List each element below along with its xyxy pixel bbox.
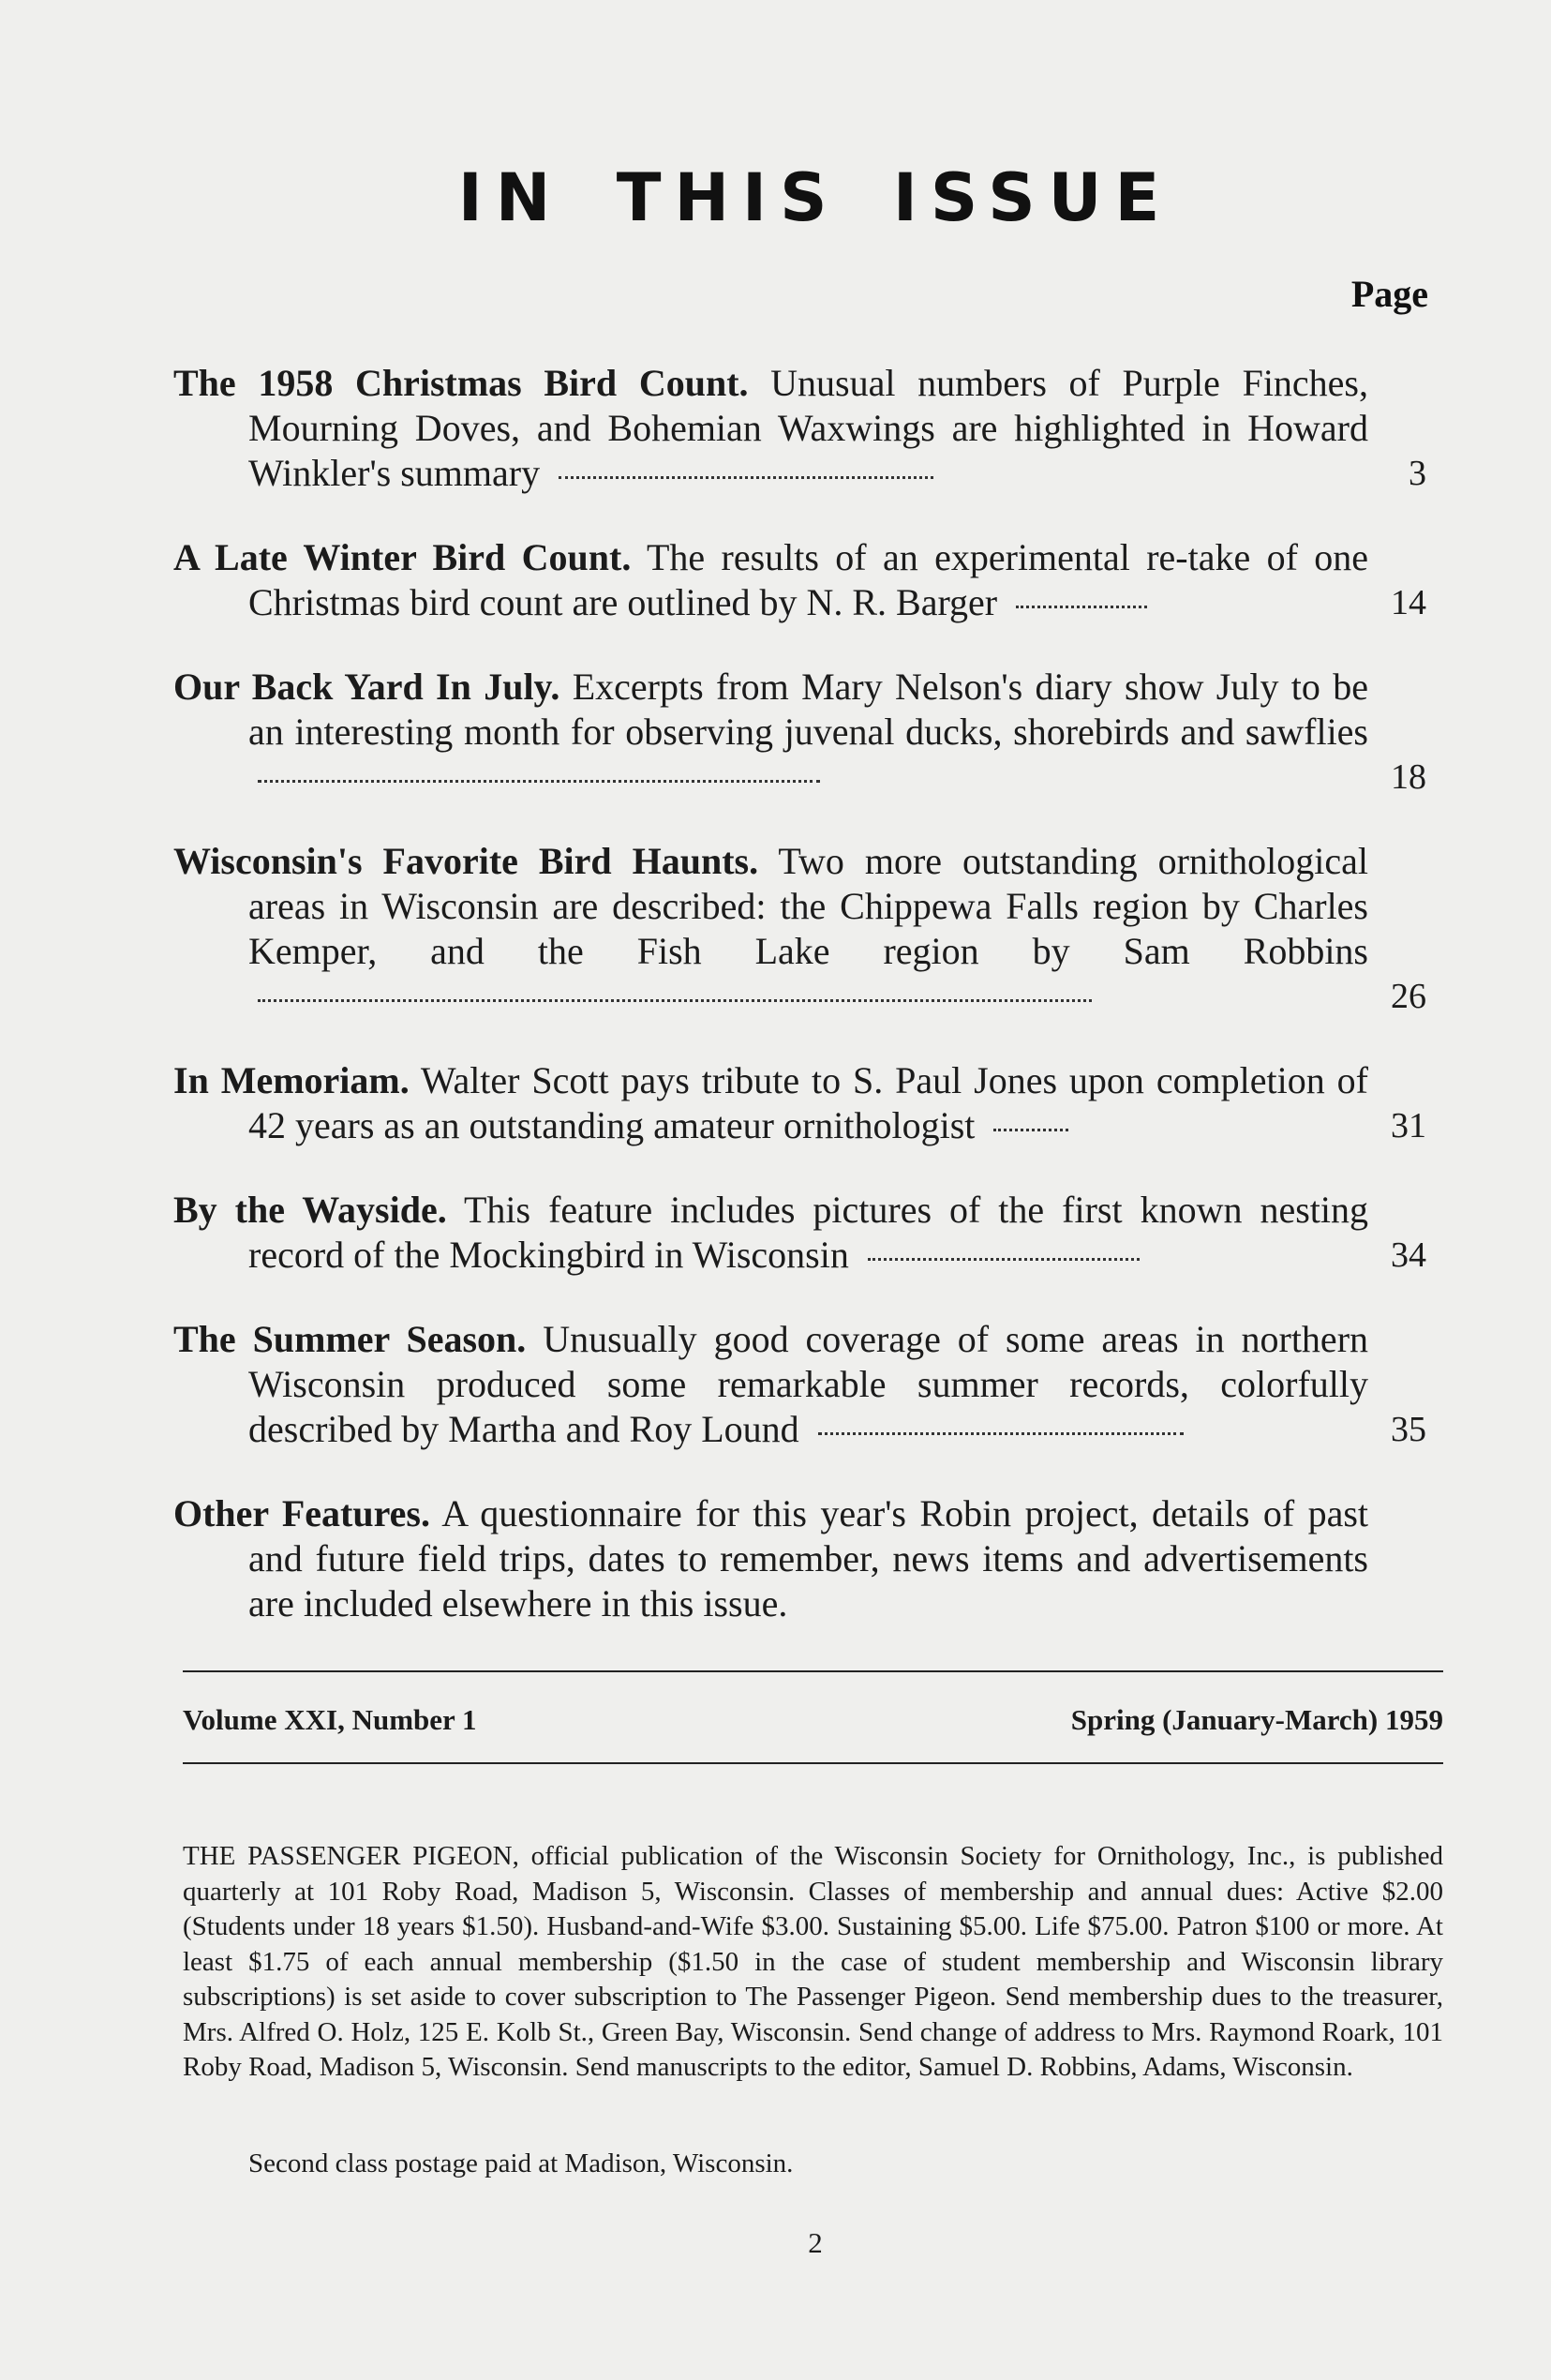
entry-page-number: 31 [1391, 1106, 1426, 1145]
dot-leader [868, 1256, 1140, 1261]
toc-entry [173, 839, 1426, 1019]
entry-description: A questionnaire for this year's Robin project, details of past and future field trips, dates to remember, news items and advertisements are included elsewhere in this issue. [248, 1492, 1369, 1624]
entry-page-number: 34 [1391, 1235, 1426, 1275]
page-number: 2 [808, 2226, 823, 2259]
toc-entry [173, 361, 1426, 496]
toc-entry [173, 1058, 1426, 1148]
dot-leader [1016, 604, 1147, 608]
issue-info [183, 1703, 1443, 1737]
table-of-contents [173, 361, 1426, 1626]
entry-heading: The 1958 Christmas Bird Count. [173, 362, 749, 404]
toc-entry [173, 1188, 1426, 1278]
entry-heading: The Summer Season. [173, 1318, 527, 1360]
entry-description: Unusual numbers of Purple Finches, Mourning Doves, and Bohemian Waxwings are highlighted in Howard Winkler's summary [248, 362, 1369, 494]
toc-entry [173, 1491, 1426, 1626]
issue-season: Spring (January-March) 1959 [1070, 1703, 1443, 1736]
divider-bottom [183, 1762, 1443, 1764]
entry-heading: Wisconsin's Favorite Bird Haunts. [173, 840, 759, 882]
toc-entry [173, 1317, 1426, 1452]
entry-description: Walter Scott pays tribute to S. Paul Jones upon completion of 42 years as an outstanding amateur ornithologist [248, 1059, 1368, 1146]
postage-notice: Second class postage paid at Madison, Wisconsin. [248, 2148, 794, 2178]
page-title: IN THIS ISSUE [457, 159, 1173, 236]
volume-number: Volume XXI, Number 1 [183, 1703, 477, 1736]
entry-description: The results of an experimental re-take of one Christmas bird count are outlined by N. R. Barger [248, 536, 1369, 623]
entry-page-number: 26 [1391, 977, 1426, 1016]
entry-page-number: 3 [1409, 454, 1426, 493]
dot-leader [559, 474, 933, 479]
divider-top [183, 1670, 1443, 1672]
entry-description: Two more outstanding ornithological areas in Wisconsin are described: the Chippewa Falls region by Charles Kemper, and the Fish Lake region by Sam Robbins [248, 840, 1369, 972]
entry-heading: By the Wayside. [173, 1189, 447, 1231]
dot-leader [818, 1430, 1184, 1435]
toc-entry [173, 665, 1426, 800]
dot-leader [993, 1127, 1068, 1131]
dot-leader [258, 778, 820, 783]
entry-heading: Our Back Yard In July. [173, 666, 560, 708]
entry-heading: A Late Winter Bird Count. [173, 536, 632, 578]
entry-page-number: 14 [1391, 583, 1426, 622]
entry-heading: In Memoriam. [173, 1059, 410, 1101]
dot-leader [258, 997, 1092, 1002]
publication-notice: THE PASSENGER PIGEON, official publication of the Wisconsin Society for Ornithology, Inc., is published quarterly at 101 Roby Road, Madison 5, Wisconsin. Classes of membership and annual dues: Active $2.00 (Students under 18 years $1.50). Husband-and-Wife $3.00. Sustaining $5.00. Life $75.00. Patron $100 or more. At least $1.75 of each annual membership ($1.50 in the case of student membership and Wisconsin library subscriptions) is set aside to cover subscription to The Passenger Pigeon. Send membership dues to the treasurer, Mrs. Alfred O. Holz, 125 E. Kolb St., Green Bay, Wisconsin. Send change of address to Mrs. Raymond Roark, 101 Roby Road, Madison 5, Wisconsin. Send manuscripts to the editor, Samuel D. Robbins, Adams, Wisconsin. [183, 1841, 1443, 2082]
entry-page-number: 35 [1391, 1410, 1426, 1449]
entry-description: Unusually good coverage of some areas in northern Wisconsin produced some remarkable summer records, colorfully described by Martha and Roy Lound [248, 1318, 1369, 1450]
entry-page-number: 18 [1391, 757, 1426, 797]
entry-description: This feature includes pictures of the first known nesting record of the Mockingbird in Wisconsin [248, 1189, 1369, 1276]
page-column-label: Page [1350, 273, 1428, 315]
entry-heading: Other Features. [173, 1492, 430, 1534]
toc-entry [173, 535, 1426, 625]
entry-description: Excerpts from Mary Nelson's diary show July to be an interesting month for observing juvenal ducks, shorebirds and sawflies [248, 666, 1369, 753]
